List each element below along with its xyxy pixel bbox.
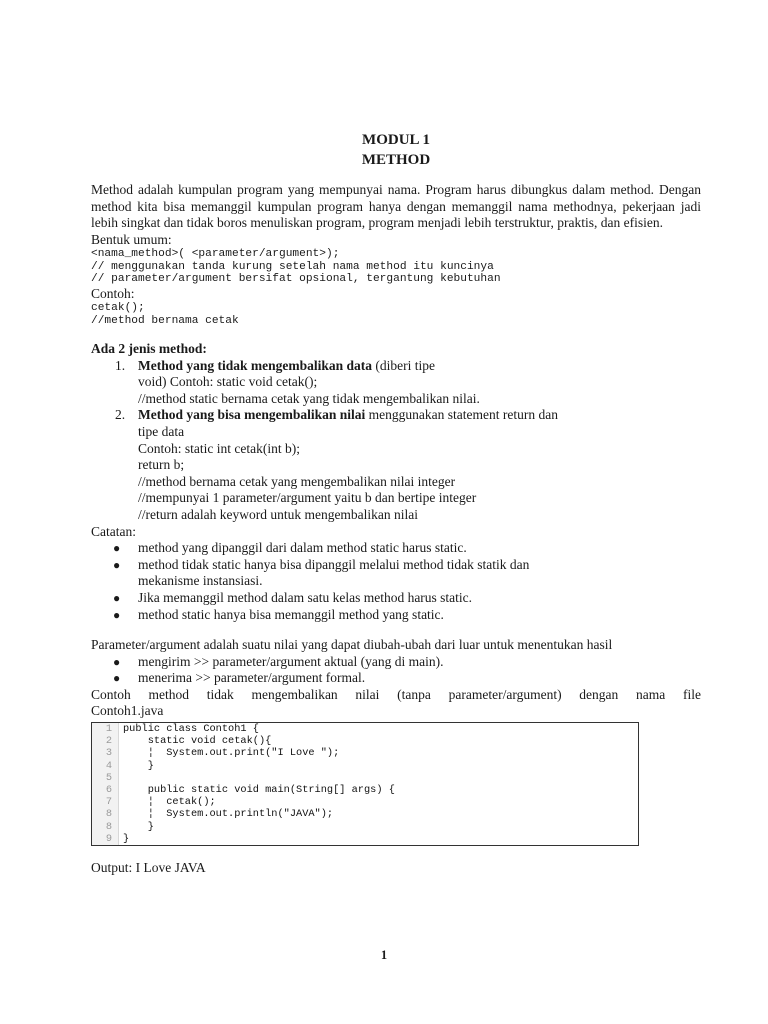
item-bold: Method yang bisa mengembalikan nilai [138,407,366,423]
list-item [91,358,701,408]
title-line-1: MODUL 1 [362,132,430,148]
code-row: 2 static void cetak(){ [92,735,638,747]
item-bold: Method yang tidak mengembalikan data [138,357,373,373]
code-line: // menggunakan tanda kurung setelah nama method itu kuncinya [91,260,494,273]
item-line: return b; [138,457,185,473]
page-number: 1 [380,948,388,962]
item-line: Contoh: static int cetak(int b); [138,440,300,456]
bentuk-code [91,248,701,285]
list-item: ● method yang dipanggil dari dalam method static harus static. [113,540,467,556]
item-line: //method static bernama cetak yang tidak mengembalikan nilai. [138,390,480,406]
output-text: Output: I Love JAVA [91,860,206,876]
list-item: ● method static hanya bisa memanggil method yang static. [113,606,444,622]
module-title [91,130,701,170]
contoh-method-line: Contoh method tidak mengembalikan nilai (tanpa parameter/argument) dengan nama file [91,686,701,702]
item-line: tipe data [138,423,185,439]
item-rest: menggunakan statement return dan [365,407,558,423]
title-line-2: METHOD [361,152,431,168]
bullet-icon: ● [113,607,121,622]
code-row: 6 public static void main(String[] args) { [92,784,638,796]
list-item: ● mengirim >> parameter/argument aktual (yang di main). [113,653,444,669]
list-number: 2. [115,407,126,423]
code-row: 4 } [92,760,638,772]
catatan-list [91,540,701,623]
list-number: 1. [115,357,126,373]
item-rest: (diberi tipe [372,357,436,373]
code-row: 9 } [92,833,638,845]
document-page [91,130,701,877]
code-line: cetak(); [91,302,145,315]
list-item [91,407,701,523]
code-row: 8 } [92,821,638,833]
jenis-list [91,358,701,524]
code-row: 3 ¦ System.out.print("I Love "); [92,747,638,759]
list-item: ● method tidak static hanya bisa dipanggil melalui method tidak statik dan mekanisme instansiasi. [113,556,530,589]
bullet-icon: ● [113,557,121,572]
list-item: ● menerima >> parameter/argument formal. [113,670,366,686]
code-snippet [91,722,639,846]
item-line: //return adalah keyword untuk mengembalikan nilai [138,506,419,522]
catatan-label: Catatan: [91,523,136,539]
item-line: //method bernama cetak yang mengembalikan nilai integer [138,473,456,489]
contoh-label: Contoh: [91,285,135,301]
bullet-icon: ● [113,590,121,605]
contoh-code [91,302,701,327]
code-line: <nama_method>( <parameter/argument>); [91,248,340,261]
item-line: void) Contoh: static void cetak(); [138,374,318,390]
bullet-icon: ● [113,654,121,669]
parameter-paragraph: Parameter/argument adalah suatu nilai yang dapat diubah-ubah dari luar untuk menentukan hasil [91,637,613,653]
parameter-list [91,654,701,687]
bullet-icon: ● [113,671,121,686]
intro-paragraph: Method adalah kumpulan program yang mempunyai nama. Program harus dibungkus dalam method. Dengan method kita bisa memanggil kumpulan program hanya dengan memanggil nama methodnya, pekerjaan jadi lebih singkat dan tidak boros menuliskan program, program menjadi lebih terstruktur, praktis, dan efisien. [91,182,701,231]
list-item: ● Jika memanggil method dalam satu kelas method harus static. [113,589,473,605]
bullet-icon: ● [113,541,121,556]
code-line: // parameter/argument bersifat opsional, tergantung kebutuhan [91,273,501,286]
code-row: 7 ¦ cetak(); [92,796,638,808]
jenis-heading: Ada 2 jenis method: [91,341,207,356]
code-row: 8 ¦ System.out.println("JAVA"); [92,808,638,820]
contoh-method-filename: Contoh1.java [91,703,164,719]
item-line: //mempunyai 1 parameter/argument yaitu b dan bertipe integer [138,490,477,506]
code-row: 1 public class Contoh1 { [92,723,638,735]
code-row: 5 [92,772,638,784]
bentuk-label: Bentuk umum: [91,231,172,247]
code-line: //method bernama cetak [91,314,239,327]
